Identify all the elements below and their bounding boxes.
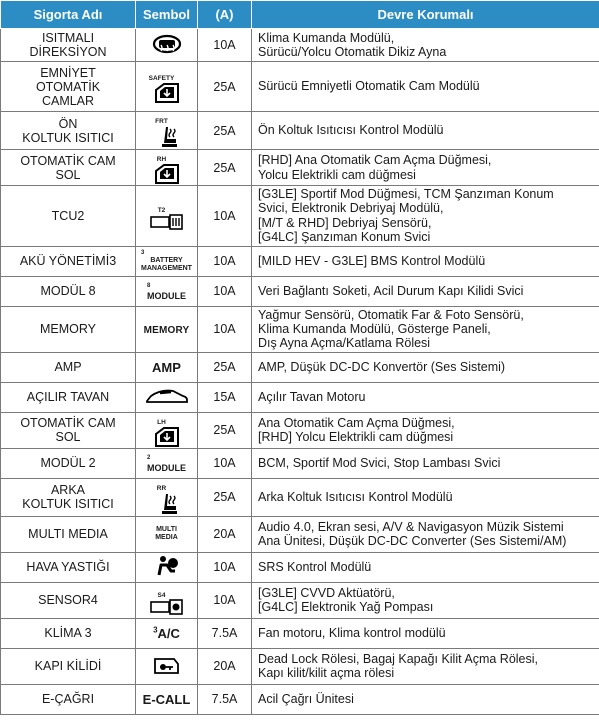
fuse-symbol <box>136 478 198 516</box>
circuit-protected: Ön Koltuk Isıtıcısı Kontrol Modülü <box>252 112 599 150</box>
fuse-amperage: 25A <box>198 62 252 112</box>
fuse-symbol <box>136 582 198 618</box>
fuse-amperage: 10A <box>198 276 252 306</box>
symbol-label: RR <box>156 484 167 492</box>
circuit-protected: Arka Koltuk Isıtıcısı Kontrol Modülü <box>252 478 599 516</box>
circuit-protected: Fan motoru, Klima kontrol modülü <box>252 618 599 648</box>
ecall-icon: E-CALL <box>142 691 191 707</box>
table-row <box>1 516 599 552</box>
fuse-symbol <box>136 150 198 186</box>
fuse-amperage: 10A <box>198 29 252 62</box>
circuit-protected: Veri Bağlantı Soketi, Acil Durum Kapı Kilidi Svici <box>252 276 599 306</box>
header-circuit: Devre Korumalı <box>252 1 599 29</box>
fuse-name: MODÜL 2 <box>1 448 136 478</box>
circuit-protected: Sürücü Emniyetli Otomatik Cam Modülü <box>252 62 599 112</box>
sensor-icon <box>150 592 184 615</box>
fuse-name: MULTI MEDIA <box>1 516 136 552</box>
battery-management-icon: 3 BATTERY MANAGEMENT <box>141 250 192 273</box>
fuse-amperage: 10A <box>198 448 252 478</box>
fuse-name: AKÜ YÖNETİMİ3 <box>1 246 136 276</box>
front-seat-heater-icon <box>154 118 180 149</box>
fuse-symbol <box>136 62 198 112</box>
fuse-symbol <box>136 186 198 247</box>
table-row <box>1 246 599 276</box>
fuse-amperage: 10A <box>198 246 252 276</box>
airbag-icon <box>155 555 179 577</box>
circuit-protected: [RHD] Ana Otomatik Cam Açma Düğmesi, Yolcu Elektrikli cam düğmesi <box>252 150 599 186</box>
table-row <box>1 276 599 306</box>
fuse-symbol <box>136 618 198 648</box>
fuse-symbol <box>136 412 198 448</box>
table-row <box>1 112 599 150</box>
circuit-protected: [G3LE] CVVD Aktüatörü, [G4LC] Elektronik Yağ Pompası <box>252 582 599 618</box>
table-row <box>1 306 599 352</box>
table-row <box>1 412 599 448</box>
table-row <box>1 648 599 684</box>
fuse-symbol <box>136 276 198 306</box>
fuse-name: HAVA YASTIĞI <box>1 552 136 582</box>
module-icon: 2 MODULE <box>147 454 186 473</box>
fuse-symbol <box>136 352 198 382</box>
table-row <box>1 478 599 516</box>
fuse-name: E-ÇAĞRI <box>1 684 136 714</box>
fuse-name: ÖN KOLTUK ISITICI <box>1 112 136 150</box>
circuit-protected: Açılır Tavan Motoru <box>252 382 599 412</box>
fuse-name: MODÜL 8 <box>1 276 136 306</box>
fuse-symbol <box>136 29 198 62</box>
power-window-icon <box>154 156 180 185</box>
table-row <box>1 618 599 648</box>
fuse-amperage: 25A <box>198 412 252 448</box>
symbol-label: SAFETY <box>148 75 175 82</box>
sunroof-icon <box>145 387 189 405</box>
memory-icon: MEMORY <box>143 325 190 337</box>
symbol-label: RH <box>156 156 167 163</box>
fuse-name: TCU2 <box>1 186 136 247</box>
fuse-amperage: 20A <box>198 516 252 552</box>
fuse-symbol <box>136 306 198 352</box>
multimedia-icon: MULTI MEDIA <box>155 526 178 542</box>
fuse-name: SENSOR4 <box>1 582 136 618</box>
fuse-amperage: 10A <box>198 186 252 247</box>
safety-window-icon <box>148 75 180 104</box>
symbol-label: LH <box>157 418 166 426</box>
fuse-name: OTOMATİK CAM SOL <box>1 150 136 186</box>
module-icon: 8 MODULE <box>147 282 186 301</box>
tcu-icon <box>150 207 184 230</box>
fuse-name: OTOMATİK CAM SOL <box>1 412 136 448</box>
fuse-symbol <box>136 648 198 684</box>
circuit-protected: Ana Otomatik Cam Açma Düğmesi, [RHD] Yolcu Elektrikli cam düğmesi <box>252 412 599 448</box>
fuse-amperage: 15A <box>198 382 252 412</box>
header-symbol: Sembol <box>136 1 198 29</box>
circuit-protected: Klima Kumanda Modülü, Sürücü/Yolcu Otomatik Dikiz Ayna <box>252 29 599 62</box>
door-lock-icon <box>152 655 182 675</box>
table-row <box>1 448 599 478</box>
fuse-name: MEMORY <box>1 306 136 352</box>
ac-icon: $^3$A/C <box>153 625 180 641</box>
heated-steering-icon <box>149 33 185 55</box>
fuse-name: KAPI KİLİDİ <box>1 648 136 684</box>
fuse-name: AMP <box>1 352 136 382</box>
circuit-protected: [G3LE] Sportif Mod Düğmesi, TCM Şanzıman Konum Svici, Elektronik Debriyaj Modülü, [M/T & RHD] Debriyaj Sensörü, [G4LC] Şanzıman Konum Svici <box>252 186 599 247</box>
fuse-symbol <box>136 684 198 714</box>
fuse-amperage: 10A <box>198 552 252 582</box>
fuse-name: KLİMA 3 <box>1 618 136 648</box>
fuse-symbol <box>136 382 198 412</box>
fuse-symbol <box>136 448 198 478</box>
table-row <box>1 29 599 62</box>
fuse-symbol <box>136 552 198 582</box>
power-window-icon <box>154 419 180 448</box>
fuse-amperage: 25A <box>198 112 252 150</box>
table-header <box>1 1 599 29</box>
symbol-label: T2 <box>157 207 166 215</box>
fuse-amperage: 10A <box>198 306 252 352</box>
circuit-protected: [MILD HEV - G3LE] BMS Kontrol Modülü <box>252 246 599 276</box>
circuit-protected: Yağmur Sensörü, Otomatik Far & Foto Sensörü, Klima Kumanda Modülü, Gösterge Paneli, Dış Ayna Açma/Katlama Rölesi <box>252 306 599 352</box>
fuse-amperage: 10A <box>198 582 252 618</box>
table-row <box>1 684 599 714</box>
table-row <box>1 582 599 618</box>
table-row <box>1 382 599 412</box>
fuse-name: ARKA KOLTUK ISITICI <box>1 478 136 516</box>
circuit-protected: AMP, Düşük DC-DC Konvertör (Ses Sistemi) <box>252 352 599 382</box>
fuse-amperage: 7.5A <box>198 618 252 648</box>
table-row <box>1 150 599 186</box>
circuit-protected: BCM, Sportif Mod Svici, Stop Lambası Svici <box>252 448 599 478</box>
table-row <box>1 186 599 247</box>
circuit-protected: SRS Kontrol Modülü <box>252 552 599 582</box>
symbol-label: FRT <box>155 118 168 125</box>
fuse-name: EMNİYET OTOMATİK CAMLAR <box>1 62 136 112</box>
table-row <box>1 552 599 582</box>
fuse-symbol <box>136 112 198 150</box>
fuse-name: ISITMALI DİREKSİYON <box>1 29 136 62</box>
table-row <box>1 62 599 112</box>
header-fuse-name: Sigorta Adı <box>1 1 136 29</box>
circuit-protected: Audio 4.0, Ekran sesi, A/V & Navigasyon Müzik Sistemi Ana Ünitesi, Düşük DC-DC Converter (Ses Sistemi/AM) <box>252 516 599 552</box>
circuit-protected: Acil Çağrı Ünitesi <box>252 684 599 714</box>
fuse-amperage: 7.5A <box>198 684 252 714</box>
fuse-amperage: 20A <box>198 648 252 684</box>
amp-icon: AMP <box>152 359 181 375</box>
rear-seat-heater-icon <box>154 485 180 516</box>
fuse-name: AÇILIR TAVAN <box>1 382 136 412</box>
fuse-symbol <box>136 246 198 276</box>
fuse-amperage: 25A <box>198 352 252 382</box>
fuse-amperage: 25A <box>198 478 252 516</box>
fuse-symbol <box>136 516 198 552</box>
header-amp: (A) <box>198 1 252 29</box>
fuse-amperage: 25A <box>198 150 252 186</box>
symbol-label: S4 <box>157 591 166 599</box>
circuit-protected: Dead Lock Rölesi, Bagaj Kapağı Kilit Açma Rölesi, Kapı kilit/kilit açma rölesi <box>252 648 599 684</box>
table-row <box>1 352 599 382</box>
